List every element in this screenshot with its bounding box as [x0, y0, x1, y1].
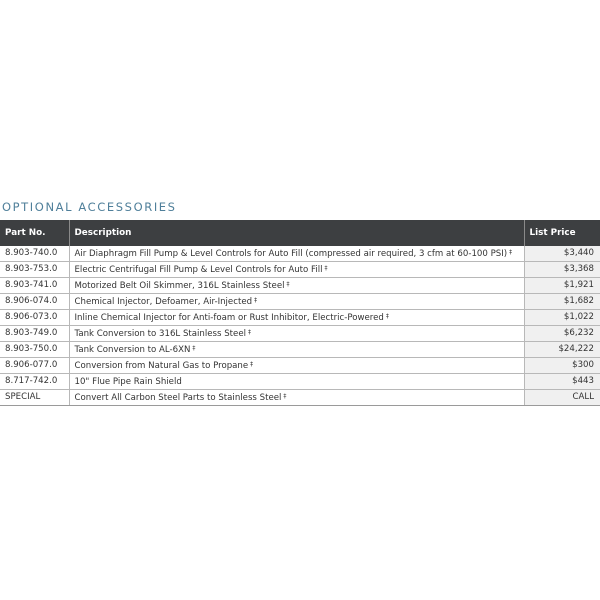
description-text: Motorized Belt Oil Skimmer, 316L Stainless Steel — [74, 281, 285, 291]
footnote-mark: ‡ — [324, 265, 328, 272]
description-text: Tank Conversion to 316L Stainless Steel — [74, 329, 247, 339]
description-cell — [69, 374, 524, 390]
part-no-cell: 8.906-077.0 — [0, 358, 69, 374]
price-cell: $300 — [524, 358, 600, 374]
footnote-mark: ‡ — [385, 313, 389, 320]
part-no-cell: 8.717-742.0 — [0, 374, 69, 390]
price-cell: $1,682 — [524, 294, 600, 310]
table-header-row — [0, 220, 600, 246]
part-no-cell: SPECIAL — [0, 390, 69, 406]
table-row — [0, 278, 600, 294]
description-cell — [69, 326, 524, 342]
table-row — [0, 342, 600, 358]
footnote-mark: ‡ — [250, 361, 254, 368]
table-row — [0, 390, 600, 406]
description-text: Conversion from Natural Gas to Propane — [74, 361, 249, 371]
price-cell: $24,222 — [524, 342, 600, 358]
table-row — [0, 358, 600, 374]
table-row — [0, 326, 600, 342]
description-text: Inline Chemical Injector for Anti-foam or Rust Inhibitor, Electric-Powered — [74, 313, 384, 323]
price-cell: $3,440 — [524, 246, 600, 262]
description-cell — [69, 310, 524, 326]
price-cell: $1,921 — [524, 278, 600, 294]
footnote-mark: ‡ — [283, 393, 287, 400]
table-row — [0, 294, 600, 310]
description-cell — [69, 262, 524, 278]
part-no-cell: 8.906-074.0 — [0, 294, 69, 310]
accessories-table — [0, 220, 600, 406]
footnote-mark: ‡ — [286, 281, 290, 288]
part-no-cell: 8.903-750.0 — [0, 342, 69, 358]
footnote-mark: ‡ — [248, 329, 252, 336]
footnote-mark: ‡ — [254, 297, 258, 304]
price-cell: CALL — [524, 390, 600, 406]
description-text: Air Diaphragm Fill Pump & Level Controls for Auto Fill (compressed air required, 3 cfm at 60-100 PSI) — [74, 249, 508, 259]
table-row — [0, 246, 600, 262]
part-no-cell: 8.903-740.0 — [0, 246, 69, 262]
table-row — [0, 310, 600, 326]
price-cell: $1,022 — [524, 310, 600, 326]
description-cell — [69, 294, 524, 310]
description-cell — [69, 246, 524, 262]
description-cell — [69, 342, 524, 358]
footnote-mark: ‡ — [192, 345, 196, 352]
section-title: OPTIONAL ACCESSORIES — [2, 200, 177, 214]
description-text: Electric Centrifugal Fill Pump & Level Controls for Auto Fill — [74, 265, 323, 275]
part-no-cell: 8.906-073.0 — [0, 310, 69, 326]
price-cell: $3,368 — [524, 262, 600, 278]
part-no-cell: 8.903-741.0 — [0, 278, 69, 294]
table-row — [0, 262, 600, 278]
part-no-cell: 8.903-749.0 — [0, 326, 69, 342]
price-cell: $6,232 — [524, 326, 600, 342]
part-no-cell: 8.903-753.0 — [0, 262, 69, 278]
header-part-no: Part No. — [0, 220, 69, 246]
description-text: Chemical Injector, Defoamer, Air-Injected — [74, 297, 253, 307]
table-row — [0, 374, 600, 390]
description-text: Tank Conversion to AL-6XN — [74, 345, 191, 355]
header-list-price: List Price — [524, 220, 600, 246]
description-text: 10" Flue Pipe Rain Shield — [74, 377, 182, 387]
description-text: Convert All Carbon Steel Parts to Stainless Steel — [74, 393, 282, 403]
description-cell — [69, 358, 524, 374]
description-cell — [69, 278, 524, 294]
footnote-mark: ‡ — [509, 249, 513, 256]
description-cell — [69, 390, 524, 406]
header-description: Description — [69, 220, 524, 246]
price-cell: $443 — [524, 374, 600, 390]
